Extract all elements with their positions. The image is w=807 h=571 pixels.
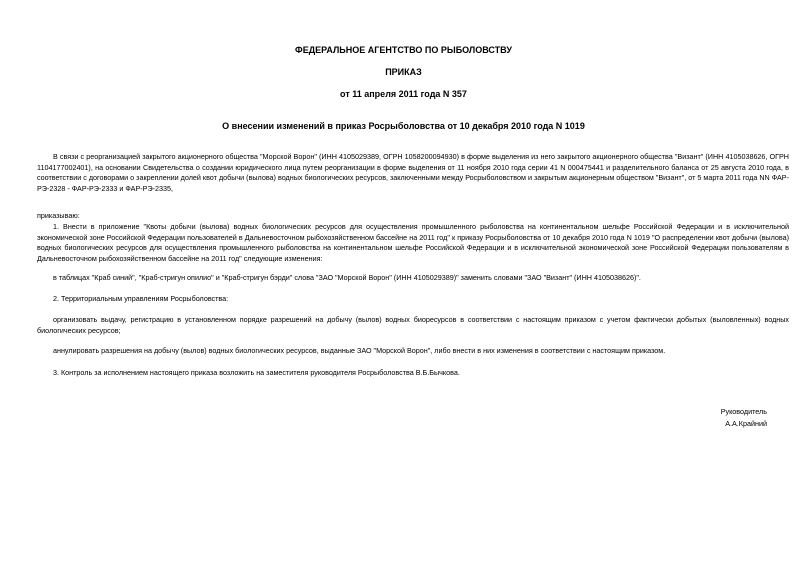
item-1-paragraph: 1. Внести в приложение "Квоты добычи (вылова) водных биологических ресурсов для осуществления промышленного рыболовства на континентальном шельфе Российской Федерации и в исключительной экономической зоне Российской Федерации пользователей в Дальневосточном рыбохозяйственном бассейне на 2011 год" к приказу Росрыболовства от 10 декабря 2010 года N 1019 "О распределении квот добычи (вылова) водных биологических ресурсов для осуществления промышленного рыболовства на континентальном шельфе Российской Федерации и в исключительной экономической зоне Российской Федерации пользователям в Дальневосточном рыбохозяйственном бассейне на 2011 год" следующие изменения: (37, 222, 789, 263)
issue-permits-paragraph: организовать выдачу, регистрацию в установленном порядке разрешений на добычу (вылов) водных биоресурсов в соответствии с настоящим приказом с учетом фактически добытых (выловленных) водных биологических ресурсов; (37, 315, 789, 335)
document-date-number: от 11 апреля 2011 года N 357 (340, 89, 467, 99)
signature-title: Руководитель (720, 407, 767, 416)
item-3-paragraph: 3. Контроль за исполнением настоящего приказа возложить на заместителя руководителя Росрыболовства В.Б.Бычкова. (53, 368, 460, 377)
document-type: ПРИКАЗ (385, 67, 422, 77)
item-2-paragraph: 2. Территориальным управлениям Росрыболовства: (53, 294, 229, 303)
tables-change-paragraph: в таблицах "Краб синий", "Краб-стригун опилио" и "Краб-стригун бэрди" слова "ЗАО "Морской Ворон" (ИНН 4105029389)" заменить словами "ЗАО "Визант" (ИНН 4105038626)". (53, 273, 641, 282)
ordered-line: приказываю: (37, 211, 80, 220)
intro-paragraph: В связи с реорганизацией закрытого акционерного общества "Морской Ворон" (ИНН 4105029389, ОГРН 1058200094930) в форме выделения из него закрытого акционерного общества "Визант" (ИНН 4105038626, ОГРН 1104177002401), на основании Свидетельства о создании юридического лица путем реорганизации в форме выделения от 11 ноября 2010 года серии 41 N 000475441 и разделительного баланса от 25 августа 2010 года, в соответствии с договорами о закреплении долей квот добычи (вылова) водных биологических ресурсов, заключенными между Росрыболовством и закрытым акционерным обществом "Визант", от 5 марта 2011 года NN ФАР-РЭ-2328 - ФАР-РЭ-2333 и ФАР-РЭ-2335, (37, 152, 789, 193)
agency-name: ФЕДЕРАЛЬНОЕ АГЕНТСТВО ПО РЫБОЛОВСТВУ (295, 45, 512, 55)
cancel-permits-paragraph: аннулировать разрешения на добычу (вылов) водных биологических ресурсов, выданные ЗАО "Морской Ворон", либо внести в них изменения в соответствии с настоящим приказом. (53, 346, 666, 355)
document-title: О внесении изменений в приказ Росрыболовства от 10 декабря 2010 года N 1019 (222, 121, 585, 131)
signature-name: А.А.Крайний (725, 419, 767, 428)
